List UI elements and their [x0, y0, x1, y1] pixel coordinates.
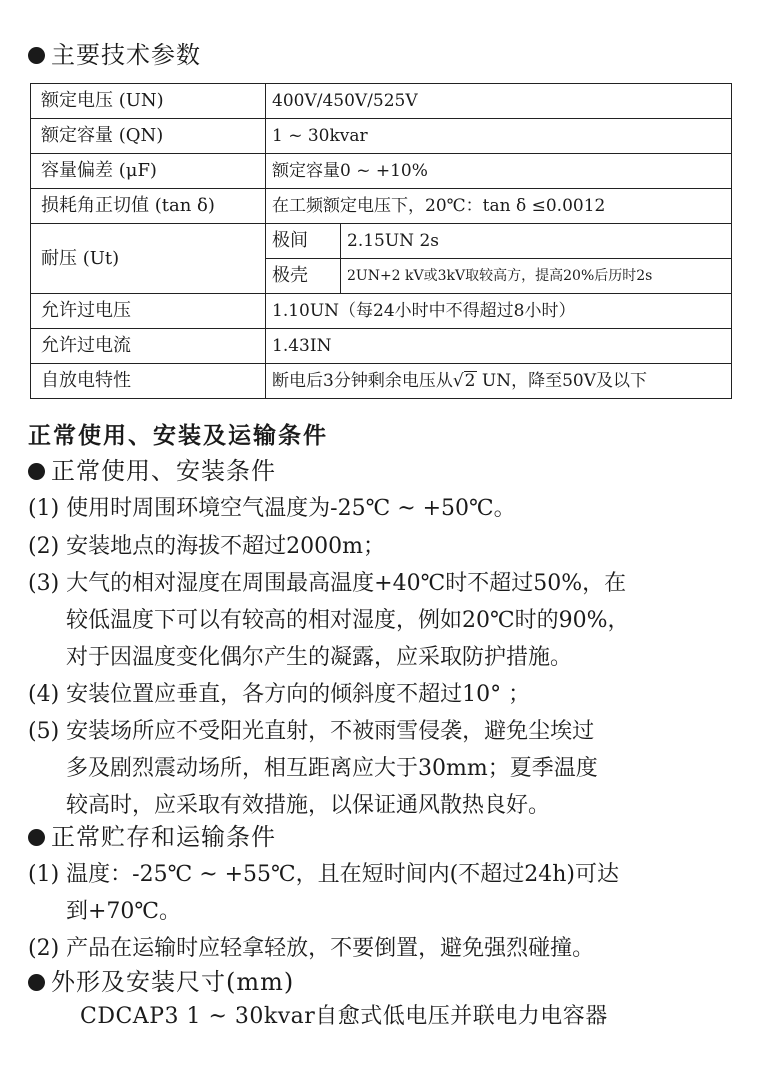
sqrt-value: 2	[464, 371, 476, 391]
param-value: 在工频额定电压下，20℃：tan δ ≤0.0012	[266, 189, 732, 224]
withstand-pole-label: 极间	[266, 224, 341, 259]
bullet-icon	[28, 829, 45, 846]
storage-heading: 正常贮存和运输条件	[28, 820, 276, 854]
self-discharge-text-pre: 断电后3分钟剩余电压从	[272, 371, 453, 391]
param-label: 损耗角正切值 (tan δ)	[31, 189, 266, 224]
product-line: CDCAP3 1 ~ 30kvar自愈式低电压并联电力电容器	[80, 1004, 608, 1029]
section-title: 正常使用、安装及运输条件	[28, 423, 328, 449]
param-label: 额定电压 (UN)	[31, 84, 266, 119]
param-label: 允许过电压	[31, 294, 266, 329]
param-label: 耐压 (Ut)	[31, 224, 266, 294]
list-item	[28, 490, 740, 527]
item-line: (2) 产品在运输时应轻拿轻放，不要倒置，避免强烈碰撞。	[28, 936, 595, 961]
table-row	[31, 84, 732, 119]
table-row	[31, 364, 732, 399]
list-item	[28, 528, 740, 565]
param-value: 1 ~ 30kvar	[266, 119, 732, 154]
withstand-pole-value: 2.15UN 2s	[341, 224, 732, 259]
item-line: 到+70℃。	[66, 899, 182, 924]
param-value: 额定容量0 ~ +10%	[266, 154, 732, 189]
table-row	[31, 189, 732, 224]
bullet-icon	[28, 974, 45, 991]
item-line: (5) 安装场所应不受阳光直射，不被雨雪侵袭，避免尘埃过	[28, 719, 595, 744]
item-line: 较高时，应采取有效措施，以保证通风散热良好。	[66, 793, 551, 818]
item-line: 较低温度下可以有较高的相对湿度，例如20℃时的90%，	[66, 608, 630, 633]
table-row	[31, 154, 732, 189]
withstand-shell-value: 2UN+2 kV或3kV取较高方，提高20%后历时2s	[341, 259, 732, 294]
list-item	[28, 930, 740, 967]
list-item	[28, 713, 740, 824]
usage-heading: 正常使用、安装条件	[28, 454, 276, 488]
item-line: (1) 使用时周围环境空气温度为-25℃ ~ +50℃。	[28, 496, 516, 521]
param-label: 额定容量 (QN)	[31, 119, 266, 154]
param-value: 1.10UN（每24小时中不得超过8小时）	[266, 294, 732, 329]
self-discharge-text-post: UN，降至50V及以下	[476, 371, 648, 391]
list-item	[28, 565, 740, 676]
bullet-icon	[28, 463, 45, 480]
table-row	[31, 224, 732, 259]
bullet-icon	[28, 47, 45, 64]
table-row	[31, 294, 732, 329]
item-line: (2) 安装地点的海拔不超过2000m；	[28, 534, 386, 559]
list-item	[28, 676, 740, 713]
item-line: (4) 安装位置应垂直，各方向的倾斜度不超过10° ；	[28, 682, 531, 707]
param-value: 400V/450V/525V	[266, 84, 732, 119]
withstand-shell-label: 极壳	[266, 259, 341, 294]
item-line: (1) 温度：-25℃ ~ +55℃，且在短时间内(不超过24h)可达	[28, 862, 619, 887]
param-value: 断电后3分钟剩余电压从√2 UN，降至50V及以下	[266, 364, 732, 399]
table-row	[31, 119, 732, 154]
item-line: 对于因温度变化偶尔产生的凝露，应采取防护措施。	[66, 645, 573, 670]
param-value: 1.43IN	[266, 329, 732, 364]
param-label: 允许过电流	[31, 329, 266, 364]
param-label: 自放电特性	[31, 364, 266, 399]
tech-params-table	[30, 83, 732, 399]
tech-params-heading: 主要技术参数	[28, 38, 201, 72]
param-label: 容量偏差 (μF)	[31, 154, 266, 189]
table-row	[31, 329, 732, 364]
item-line: 多及剧烈震动场所，相互距离应大于30mm；夏季温度	[66, 756, 598, 781]
dimensions-heading: 外形及安装尺寸(mm)	[28, 965, 294, 999]
item-line: (3) 大气的相对湿度在周围最高温度+40℃时不超过50%，在	[28, 571, 627, 596]
list-item	[28, 856, 740, 930]
